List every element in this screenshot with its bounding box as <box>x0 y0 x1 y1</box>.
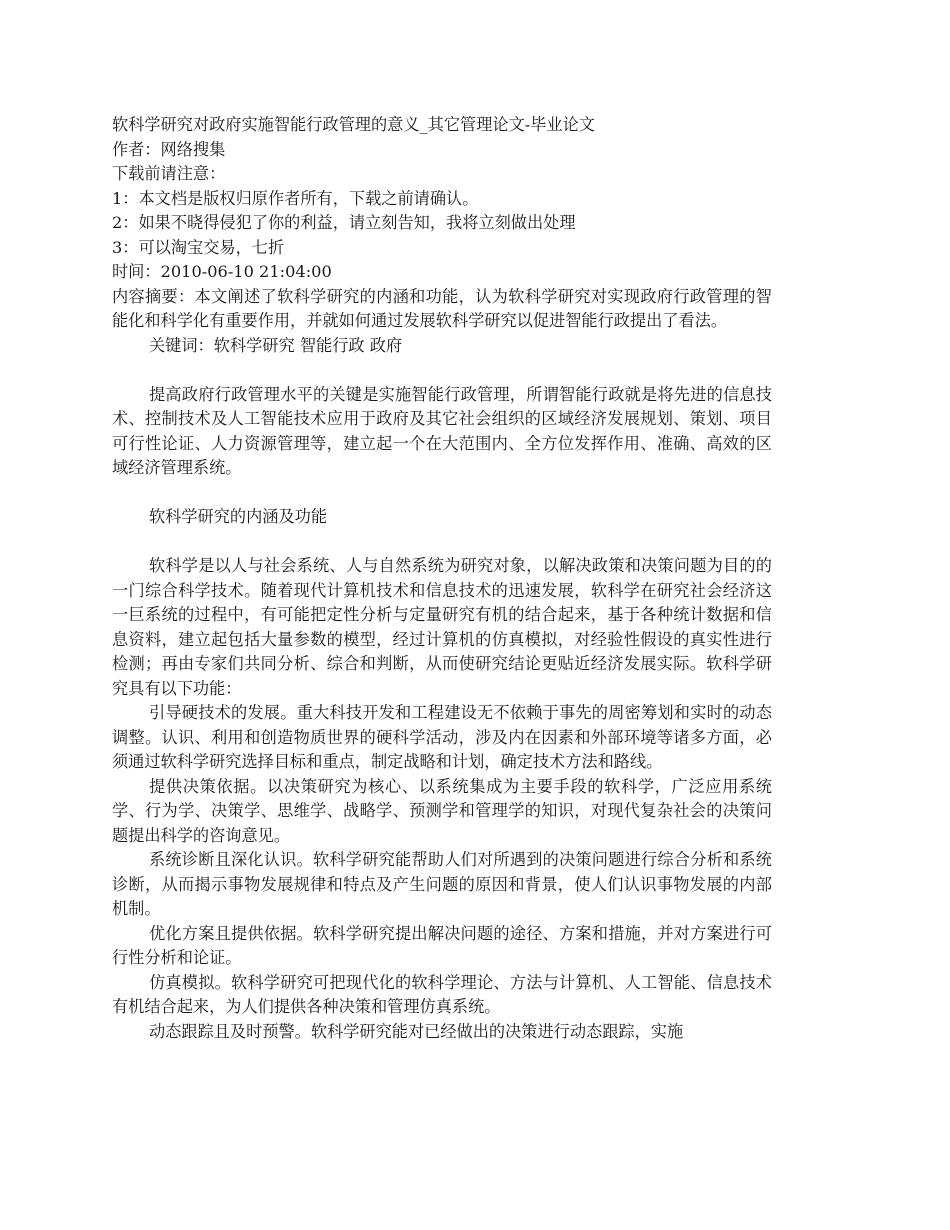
body-paragraph: 提供决策依据。以决策研究为核心、以系统集成为主要手段的软科学，广泛应用系统学、行为学、决策学、思维学、战略学、预测学和管理学的知识，对现代复杂社会的决策问题提出科学的咨询意见。 <box>112 776 772 845</box>
notice-item: 2：如果不晓得侵犯了你的利益，请立刻告知，我将立刻做出处理 <box>112 213 576 232</box>
body-paragraph: 动态跟踪且及时预警。软科学研究能对已经做出的决策进行动态跟踪，实施 <box>149 1021 684 1041</box>
body-paragraph: 引导硬技术的发展。重大科技开发和工程建设无不依赖于事先的周密筹划和实时的动态调整。认识、利用和创造物质世界的硬科学活动，涉及内在因素和外部环境等诸多方面，必须通过软科学研究选择目标和重点，制定战略和计划，确定技术方法和路线。 <box>112 703 772 771</box>
blank-line <box>112 358 772 383</box>
document-title: 软科学研究对政府实施智能行政管理的意义_其它管理论文-毕业论文 <box>112 115 595 134</box>
document-page <box>112 113 772 1044</box>
blank-line <box>112 481 772 506</box>
keywords: 关键词：软科学研究 智能行政 政府 <box>149 335 403 355</box>
body-paragraph: 优化方案且提供依据。软科学研究提出解决问题的途径、方案和措施，并对方案进行可行性分析和论证。 <box>112 923 772 967</box>
body-paragraph: 系统诊断且深化认识。软科学研究能帮助人们对所遇到的决策问题进行综合分析和系统诊断，从而揭示事物发展规律和特点及产生问题的原因和背景，使人们认识事物发展的内部机制。 <box>112 850 772 918</box>
section-heading: 软科学研究的内涵及功能 <box>149 507 328 526</box>
author-line: 作者：网络搜集 <box>112 139 226 159</box>
time-line: 时间：2010-06-10 21:04:00 <box>112 262 332 281</box>
intro-paragraph: 提高政府行政管理水平的关键是实施智能行政管理，所谓智能行政就是将先进的信息技术、控制技术及人工智能技术应用于政府及其它社会组织的区域经济发展规划、策划、项目可行性论证、人力资源管理等，建立起一个在大范围内、全方位发挥作用、准确、高效的区域经济管理系统。 <box>112 384 772 477</box>
body-paragraph: 仿真模拟。软科学研究可把现代化的软科学理论、方法与计算机、人工智能、信息技术有机结合起来，为人们提供各种决策和管理仿真系统。 <box>112 972 772 1016</box>
abstract: 内容摘要：本文阐述了软科学研究的内涵和功能，认为软科学研究对实现政府行政管理的智能化和科学化有重要作用，并就如何通过发展软科学研究以促进智能行政提出了看法。 <box>112 286 772 330</box>
blank-line <box>112 530 772 555</box>
notice-item: 3：可以淘宝交易，七折 <box>112 237 285 257</box>
notice-heading: 下载前请注意： <box>112 164 226 183</box>
notice-item: 1：本文档是版权归原作者所有，下载之前请确认。 <box>112 188 479 208</box>
body-paragraph: 软科学是以人与社会系统、人与自然系统为研究对象，以解决政策和决策问题为目的的一门综合科学技术。随着现代计算机技术和信息技术的迅速发展，软科学在研究社会经济这一巨系统的过程中，有可能把定性分析与定量研究有机的结合起来，基于各种统计数据和信息资料，建立起包括大量参数的模型，经过计算机的仿真模拟，对经验性假设的真实性进行检测；再由专家们共同分析、综合和判断，从而使研究结论更贴近经济发展实际。软科学研究具有以下功能： <box>112 556 772 698</box>
